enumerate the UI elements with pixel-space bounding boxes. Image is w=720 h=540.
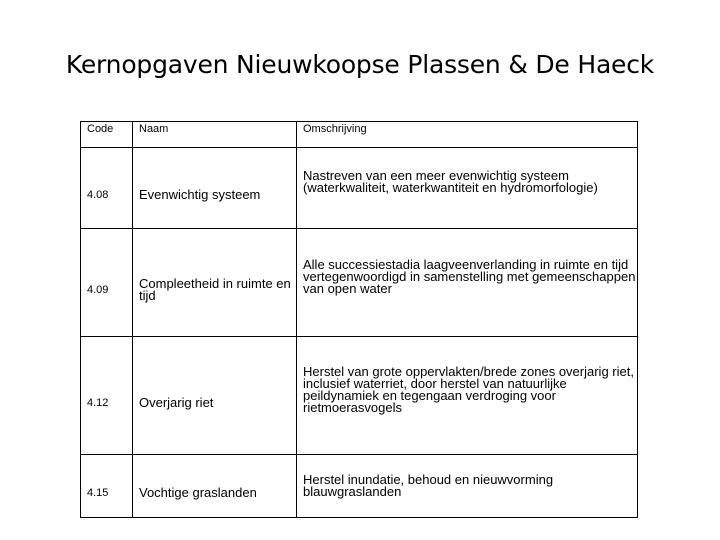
row-code: 4.12 bbox=[81, 337, 133, 455]
table-row bbox=[81, 455, 638, 518]
row-code: 4.09 bbox=[81, 229, 133, 337]
header-name: Naam bbox=[133, 122, 297, 148]
row-description: Nastreven van een meer evenwichtig systeem (waterkwaliteit, waterkwantiteit en hydromorfologie) bbox=[297, 148, 638, 229]
table-header-row bbox=[81, 122, 638, 148]
row-description: Alle successiestadia laagveenverlanding in ruimte en tijd vertegenwoordigd in samenstelling met gemeenschappen van open water bbox=[297, 229, 638, 337]
row-description: Herstel inundatie, behoud en nieuwvorming blauwgraslanden bbox=[297, 455, 638, 518]
row-code: 4.08 bbox=[81, 148, 133, 229]
table-row bbox=[81, 148, 638, 229]
row-name: Compleetheid in ruimte en tijd bbox=[133, 229, 297, 337]
slide-title: Kernopgaven Nieuwkoopse Plassen & De Haeck bbox=[65, 50, 655, 79]
row-name: Overjarig riet bbox=[133, 337, 297, 455]
row-name: Vochtige graslanden bbox=[133, 455, 297, 518]
row-name: Evenwichtig systeem bbox=[133, 148, 297, 229]
table-row bbox=[81, 229, 638, 337]
header-code: Code bbox=[81, 122, 133, 148]
table-row bbox=[81, 337, 638, 455]
kernopgaven-table bbox=[80, 121, 638, 518]
row-code: 4.15 bbox=[81, 455, 133, 518]
header-description: Omschrijving bbox=[297, 122, 638, 148]
row-description: Herstel van grote oppervlakten/brede zones overjarig riet, inclusief waterriet, door herstel van natuurlijke peildynamiek en tegengaan verdroging voor rietmoerasvogels bbox=[297, 337, 638, 455]
